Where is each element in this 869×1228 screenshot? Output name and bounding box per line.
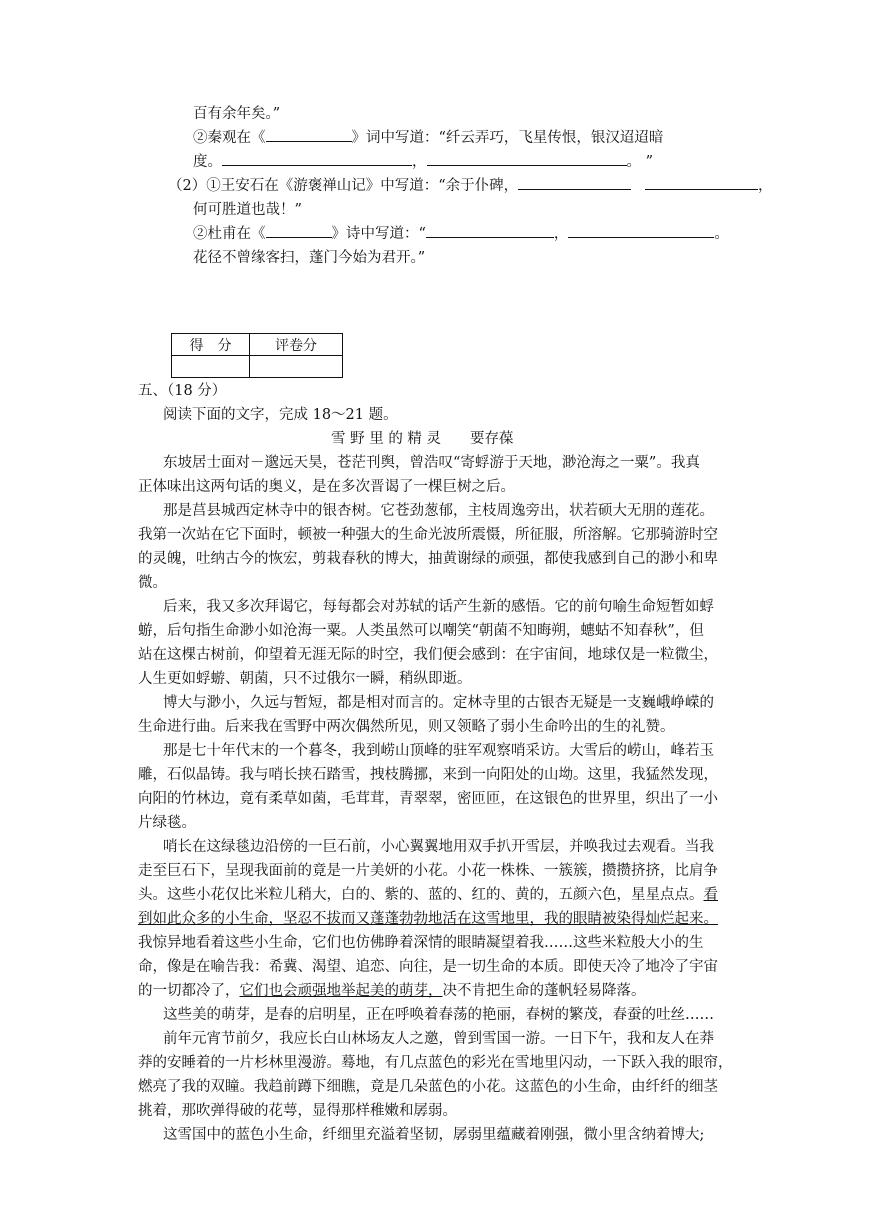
article-line: 蝣，后句指生命渺小如沧海一粟。人类虽然可以嘲笑“朝菌不知晦朔，蟪蛄不知春秋”，但 — [138, 623, 704, 639]
underlined-sentence: 看 — [703, 887, 718, 903]
article-line: 命，像是在喻告我：希冀、渴望、追恋、向往，是一切生命的本质。即使天冷了地冷了宇宙 — [138, 959, 718, 975]
section-instruction: 阅读下面的文字，完成 18～21 题。 — [163, 407, 398, 423]
q2-comma: ， — [412, 154, 427, 170]
section-heading: 五、（18 分） — [138, 383, 227, 399]
p2-2-prefix: ②杜甫在《 — [193, 226, 266, 242]
article-line: 生命进行曲。后来我在雪野中两次偶然所见，则又领略了弱小生命吟出的生的礼赞。 — [138, 719, 675, 735]
article-line: 前年元宵节前夕，我应长白山林场友人之邀，曾到雪国一游。一日下午，我和友人在莽 — [163, 1031, 714, 1047]
article-line — [138, 883, 718, 907]
answer-blank-2[interactable] — [427, 151, 627, 166]
article-line: 正体味出这两句话的奥义，是在多次晋谒了一棵巨树之后。 — [138, 479, 515, 495]
grader-header: 评卷分 — [250, 334, 343, 356]
article-line: 后来，我又多次拜谒它，每每都会对苏轼的话产生新的感悟。它的前句喻生命短暂如蜉 — [163, 599, 714, 615]
article-line: 我第一次站在它下面时，顿被一种强大的生命光波所震慑，所征服，所溶解。它那骑游时空 — [138, 527, 718, 543]
underlined-phrase: 它们也会顽强地举起美的萌芽， — [239, 983, 443, 999]
article-segment: 的一切都冷了， — [138, 983, 240, 999]
answer-blank-4[interactable] — [645, 175, 758, 190]
grader-cell[interactable] — [250, 356, 343, 378]
q2-end: 。 ” — [626, 154, 654, 170]
article-line: 微。 — [138, 575, 167, 591]
p2-2-mid: 》诗中写道：“ — [331, 226, 426, 242]
poem-line-dufu-cont: 花径不曾缘客扫，蓬门今始为君开。” — [193, 250, 426, 266]
article-line: 挑着，那吹弹得破的花萼，显得那样稚嫩和孱弱。 — [138, 1103, 457, 1119]
p2-2-end: 。 — [714, 226, 729, 242]
article-line: 站在这棵古树前，仰望着无涯无际的时空，我们便会感到：在宇宙间，地球仅是一粒微尘， — [138, 647, 718, 663]
article-line: 东坡居士面对－邈远天昊，苍茫刊舆，曾浩叹“寄蜉游于天地，渺沧海之一粟”。我真 — [163, 455, 700, 471]
score-cell[interactable] — [172, 356, 250, 378]
article-line — [138, 979, 646, 1003]
article-line: 这雪国中的蓝色小生命，纤细里充溢着坚韧，孱弱里蕴藏着刚强，微小里含纳着博大; — [163, 1127, 705, 1143]
q2-mid: 》词中写道：“纤云弄巧，飞星传恨，银汉迢迢暗 — [351, 130, 664, 146]
question-wanganshi — [168, 174, 772, 198]
score-header: 得 分 — [172, 334, 250, 356]
article-line: 莽的安睡着的一片杉林里漫游。蓦地，有几点蓝色的彩光在雪地里闪动，一下跃入我的眼帘， — [138, 1055, 733, 1071]
article-segment: 头。这些小花仅比米粒儿稍大，白的、紫的、蓝的、红的、黄的，五颜六色，星星点点。 — [138, 887, 704, 903]
question-qinguan-cont — [193, 150, 653, 174]
score-table — [171, 333, 343, 378]
article-segment: 决不肯把生命的蓬帆轻易降落。 — [442, 983, 646, 999]
answer-blank-1[interactable] — [222, 151, 412, 166]
question-qinguan — [193, 126, 663, 150]
article-line: 我惊异地看着这些小生命，它们也仿佛睁着深情的眼睛凝望着我……这些米粒般大小的生 — [138, 935, 704, 951]
article-line: 燃亮了我的双瞳。我趋前蹲下细瞧，竟是几朵蓝色的小花。这蓝色的小生命，由纤纤的细茎 — [138, 1079, 718, 1095]
article-line: 片绿毯。 — [138, 815, 196, 831]
answer-blank-ci-title[interactable] — [266, 127, 352, 142]
article-line: 向阳的竹林边，竟有柔草如菌，毛茸茸，青翠翠，密匝匝，在这银色的世界里，织出了一小 — [138, 791, 718, 807]
p2-2-comma: ， — [553, 226, 569, 242]
article-line: 雕，石似晶铸。我与哨长挟石踏雪，拽枝腾挪，来到一向阳处的山坳。这里，我猛然发现， — [138, 767, 718, 783]
article-line: 那是莒县城西定林寺中的银杏树。它苍劲葱郁，主枝周逸旁出，状若硕大无朋的莲花。 — [163, 503, 714, 519]
poem-line-wanganshi-cont: 何可胜道也哉！” — [193, 202, 302, 218]
article-line: 的灵魄，吐纳古今的恢宏，剪栽春秋的博大，抽黄谢绿的顽强，都使我感到自己的渺小和卑 — [138, 551, 718, 567]
poem-line-1: 百有余年矣。” — [193, 106, 281, 122]
article-line: 哨长在这绿毯边沿傍的一巨石前，小心翼翼地用双手扒开雪层，并唤我过去观看。当我 — [163, 839, 714, 855]
underlined-sentence: 到如此众多的小生命，坚忍不拔而又蓬蓬勃勃地活在这雪地里，我的眼睛被染得灿烂起来。 — [138, 911, 718, 927]
answer-blank-5[interactable] — [426, 223, 554, 238]
p2-1-end: ， — [757, 178, 773, 194]
article-line: 走至巨石下，呈现我面前的竟是一片美妍的小花。小花一株株、一簇簇，攒攒挤挤，比肩争 — [138, 863, 718, 879]
article-line: 那是七十年代末的一个暮冬，我到崂山顶峰的驻军观察哨采访。大雪后的崂山，峰若玉 — [163, 743, 714, 759]
article-line: 博大与渺小，久远与暂短，都是相对而言的。定林寺里的古银杏无疑是一支巍峨峥嵘的 — [163, 695, 714, 711]
answer-blank-3[interactable] — [518, 175, 631, 190]
article-line: 这些美的萌芽，是春的启明星，正在呼唤着春荡的艳丽，春树的繁茂，春蚕的吐丝…… — [163, 1007, 714, 1023]
p2-1-prefix: （2）①王安石在《游褒禅山记》中写道：“余于仆碑， — [168, 178, 519, 194]
q2-cont: 度。 — [193, 154, 222, 170]
q2-prefix: ②秦观在《 — [193, 130, 266, 146]
article-title: 雪 野 里 的 精 灵 要存葆 — [331, 431, 514, 447]
article-line: 人生更如蜉蝣、朝菌，只不过俄尔一瞬，稍纵即逝。 — [138, 671, 472, 687]
question-dufu — [193, 222, 729, 246]
answer-blank-6[interactable] — [568, 223, 714, 238]
answer-blank-poem-title[interactable] — [266, 223, 332, 238]
